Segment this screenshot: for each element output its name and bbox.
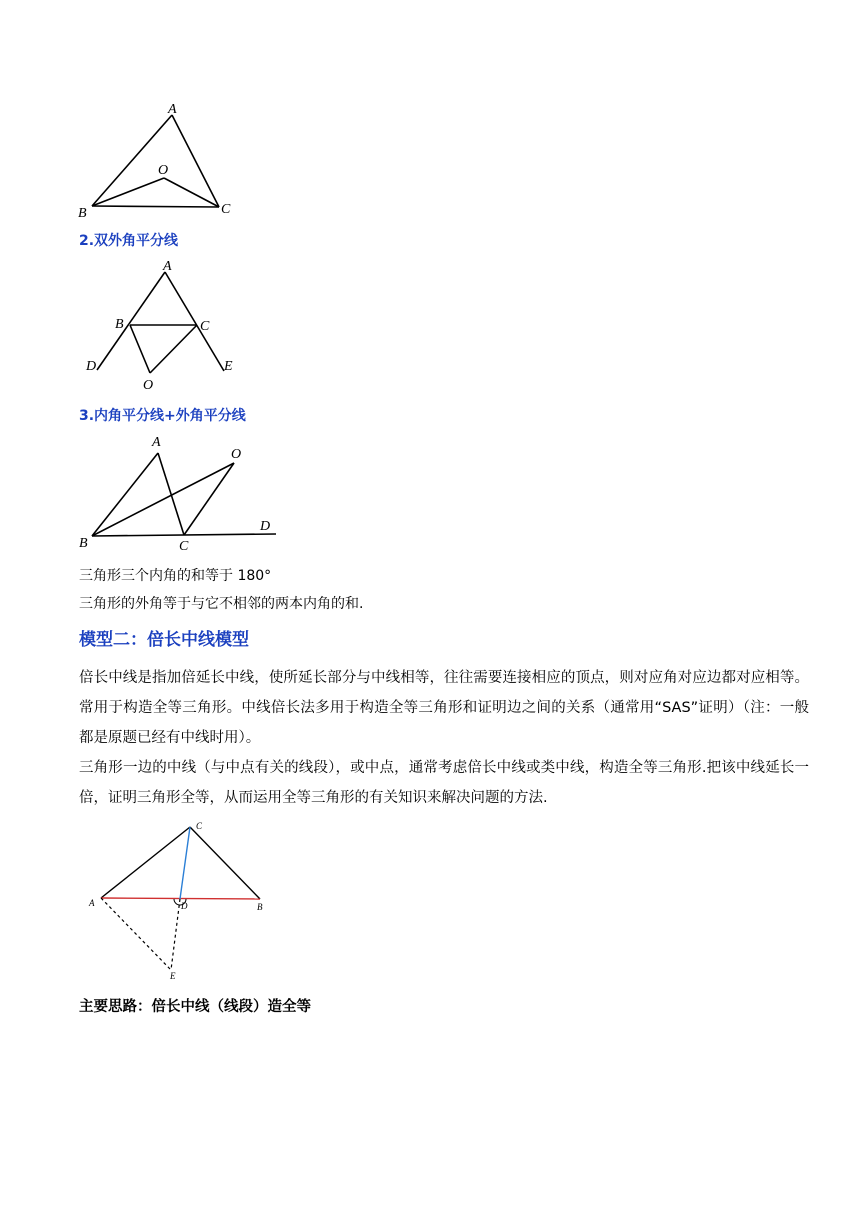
label-b: B (115, 317, 124, 332)
label-b: B (78, 206, 87, 221)
paragraph-method: 三角形一边的中线（与中点有关的线段），或中点，通常考虑倍长中线或类中线，构造全等三角形.把该中线延长一倍，证明三角形全等，从而运用全等三角形的有关知识来解决问题的方法. (79, 760, 809, 806)
label-a: A (168, 102, 177, 117)
label-a: A (152, 435, 161, 450)
fact-exterior-angle: 三角形的外角等于与它不相邻的两本内角的和. (79, 596, 364, 612)
label-c: C (200, 319, 210, 334)
main-idea: 主要思路：倍长中线（线段）造全等 (79, 999, 311, 1015)
label-b: B (79, 536, 88, 551)
label-d: D (181, 901, 188, 911)
label-d: D (86, 359, 97, 374)
heading-double-exterior-bisector: 2.双外角平分线 (79, 233, 179, 249)
fact-angle-sum: 三角形三个内角的和等于 180° (79, 568, 272, 584)
label-c: C (196, 821, 203, 831)
label-a: A (89, 898, 95, 908)
label-e: E (224, 359, 233, 374)
label-o: O (158, 163, 169, 178)
label-a: A (163, 259, 172, 274)
label-c: C (179, 539, 189, 554)
paragraph-definition: 倍长中线是指加倍延长中线，使所延长部分与中线相等，往往需要连接相应的顶点，则对应角对应边都对应相等。常用于构造全等三角形。中线倍长法多用于构造全等三角形和证明边之间的关系（通常用“SAS”证明）（注：一般都是原题已经有中线时用）。 (79, 670, 809, 746)
label-o: O (143, 378, 154, 393)
section-title: 模型二：倍长中线模型 (79, 630, 249, 650)
label-e: E (170, 971, 176, 981)
label-b: B (257, 902, 263, 912)
label-o: O (231, 447, 242, 462)
label-d: D (260, 519, 271, 534)
heading-interior-exterior-bisector: 3.内角平分线+外角平分线 (79, 408, 246, 424)
label-c: C (221, 202, 231, 217)
